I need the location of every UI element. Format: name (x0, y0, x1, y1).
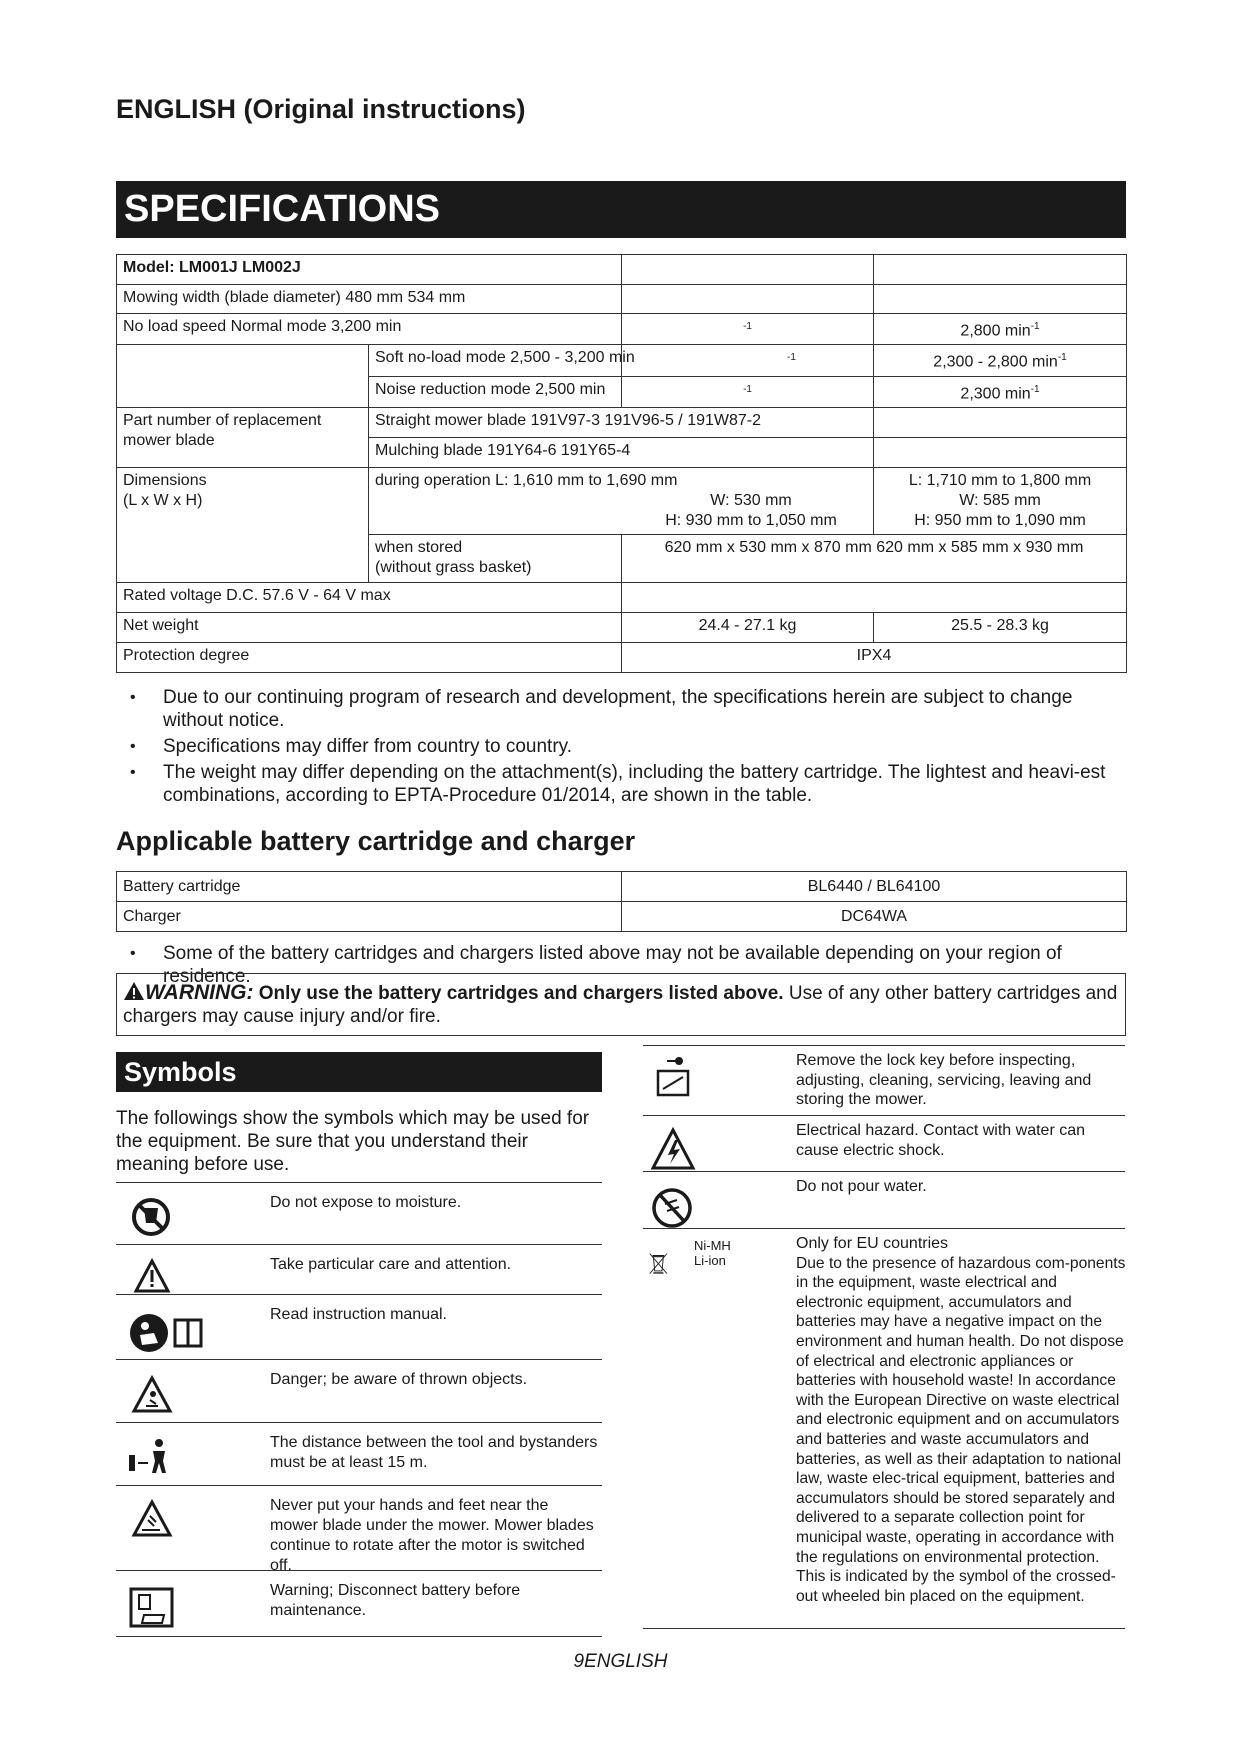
battery-note: • Some of the battery cartridges and chargers listed above may not be available depending on your region of residence. (116, 942, 1126, 988)
symbol-row (116, 1485, 602, 1574)
charger-value: DC64WA (622, 902, 1127, 932)
lm002-noise-speed: 2,300 $\min^{-1}$ (874, 376, 1127, 407)
dimensions-label: Dimensions (L x W x H) (117, 467, 369, 582)
symbol-description: Danger; be aware of thrown objects. (270, 1371, 528, 1388)
lm001-net-weight: 24.4 - 27.1 kg (622, 612, 874, 642)
symbols-heading: Symbols (116, 1052, 602, 1092)
when-stored-cell: when stored (without grass basket) (369, 534, 622, 582)
warning-text: Use of any other battery cartridges and chargers may cause injury and/or fire. (123, 983, 1118, 1027)
hands-feet-blade-icon (120, 1494, 230, 1544)
protection-degree-label: Protection degree (117, 642, 622, 672)
symbol-description: Do not expose to moisture. (270, 1194, 462, 1211)
weee-directive-text: Due to the presence of hazardous com-ponents in the equipment, waste electrical and electronic equipment, accumulators and batteries may have a negative impact on the environment and human health. Do not dispose of electrical and electronic appliances or batteries with household waste! In accordance with the European Directive on waste electrical and electronic equipment and on accumulators and batteries and waste accumulators and batteries, as well as their adaptation to national law, waste elec-trical equipment, batteries and accumulators should be stored separately and delivered to a separate collection point for municipal waste, operating in accordance with the regulations on environmental protection. This is indicated by the symbol of the crossed-out wheeled bin placed on the equipment. (796, 1254, 1126, 1605)
battery-label: Battery cartridge (117, 872, 622, 902)
battery-type-labels: Ni-MH Li-ion (694, 1238, 731, 1268)
mowing-width-cell: Mowing width (blade diameter) 480 mm 534 mm (117, 285, 622, 314)
no-load-speed-cell: No load speed Normal mode 3,200 min (117, 314, 622, 345)
symbols-right-divider (643, 1628, 1125, 1629)
symbol-row (643, 1171, 1125, 1229)
soft-mode-superscript: -1 (786, 352, 796, 364)
symbol-description: The distance between the tool and bystanders must be at least 15 m. (270, 1434, 598, 1471)
symbol-description: Warning; Disconnect battery before maintenance. (270, 1582, 521, 1619)
page-footer: 9ENGLISH (573, 1651, 668, 1672)
bystander-distance-icon (120, 1431, 230, 1481)
soft-mode-cell: Soft no-load mode 2,500 - 3,200 min (369, 345, 622, 376)
mulching-blade-cell: Mulching blade 191Y64-6 191Y65-4 (369, 437, 874, 467)
spec-notes-list (116, 686, 1126, 810)
symbols-intro: The followings show the symbols which may be used for the equipment. Be sure that you understand their meaning before use. (116, 1108, 590, 1175)
spec-note: • Specifications may differ from country to country. (116, 735, 1126, 758)
lm002-normal-speed: 2,800 $\min^{-1}$ (874, 314, 1127, 345)
symbol-row (116, 1570, 602, 1637)
lm002-soft-speed: 2,300 - 2,800 $\min^{-1}$ (874, 345, 1127, 376)
symbol-description: Remove the lock key before inspecting, adjusting, cleaning, servicing, leaving and storing the mower. (796, 1052, 1092, 1109)
spec-note: • Due to our continuing program of research and development, the specifications herein are subject to change without notice. (116, 686, 1126, 732)
specifications-table (116, 254, 1127, 673)
straight-blade-cell: Straight mower blade 191V97-3 191V96-5 / 191W87-2 (369, 407, 874, 437)
lm001-speed-superscript: -1 (743, 321, 752, 332)
symbol-description: Take particular care and attention. (270, 1256, 512, 1273)
net-weight-label: Net weight (117, 612, 622, 642)
eu-countries-heading: Only for EU countries (796, 1235, 949, 1252)
electrical-hazard-icon (647, 1122, 757, 1177)
model-cell: Model: LM001J LM002J (117, 255, 622, 285)
part-number-label: Part number of replacement mower blade (117, 407, 369, 467)
symbol-row (643, 1228, 1125, 1625)
lm002-net-weight: 25.5 - 28.3 kg (874, 612, 1127, 642)
noise-mode-cell: Noise reduction mode 2,500 min (369, 376, 622, 407)
symbol-description: Electrical hazard. Contact with water can cause electric shock. (796, 1122, 1086, 1159)
noise-mode-superscript: -1 (743, 383, 752, 395)
symbol-row (643, 1045, 1125, 1116)
thrown-objects-icon (120, 1368, 230, 1418)
symbol-description: Do not pour water. (796, 1178, 927, 1195)
page-language-title: ENGLISH (Original instructions) (116, 94, 526, 124)
symbol-description: Never put your hands and feet near the mower blade under the mower. Mower blades continue to rotate after the motor is switched off. (270, 1497, 594, 1574)
warning-triangle-icon (123, 981, 145, 1001)
warning-box (116, 973, 1126, 1036)
disconnect-battery-icon (120, 1579, 230, 1629)
symbols-left-divider (116, 1636, 602, 1637)
no-moisture-icon (120, 1191, 230, 1241)
symbol-row (116, 1422, 602, 1486)
no-water-icon (647, 1178, 757, 1233)
protection-degree-value: IPX4 (622, 642, 1127, 672)
symbol-row (116, 1294, 602, 1360)
specifications-heading: SPECIFICATIONS (116, 181, 1126, 238)
spec-note: • The weight may differ depending on the attachment(s), including the battery cartridge. The lightest and heavi-est combinations, according to EPTA-Procedure 01/2014, are shown in the table. (116, 761, 1126, 807)
rated-voltage-cell: Rated voltage D.C. 57.6 V - 64 V max (117, 582, 622, 612)
symbol-description (796, 1234, 1126, 1606)
symbol-row (116, 1244, 602, 1295)
read-manual-icon (120, 1303, 230, 1353)
crossed-bin-icon (647, 1235, 697, 1290)
during-operation-cell: during operation L: 1,610 mm to 1,690 mm W: 530 mm H: 930 mm to 1,050 mm (369, 467, 874, 534)
remove-lock-key-icon (647, 1052, 757, 1107)
battery-section-heading: Applicable battery cartridge and charger (116, 826, 636, 856)
symbol-row (116, 1359, 602, 1423)
warning-label: WARNING: (145, 981, 254, 1004)
symbol-description: Read instruction manual. (270, 1306, 447, 1323)
warning-bold-text: Only use the battery cartridges and chargers listed above. (258, 983, 784, 1004)
charger-label: Charger (117, 902, 622, 932)
lm002-dimensions-cell: L: 1,710 mm to 1,800 mm W: 585 mm H: 950 mm to 1,090 mm (874, 467, 1127, 534)
battery-charger-table (116, 871, 1127, 932)
symbol-row (643, 1115, 1125, 1172)
battery-value: BL6440 / BL64100 (622, 872, 1127, 902)
symbol-row (116, 1182, 602, 1245)
stored-dimensions-cell: 620 mm x 530 mm x 870 mm 620 mm x 585 mm x 930 mm (622, 534, 1127, 582)
